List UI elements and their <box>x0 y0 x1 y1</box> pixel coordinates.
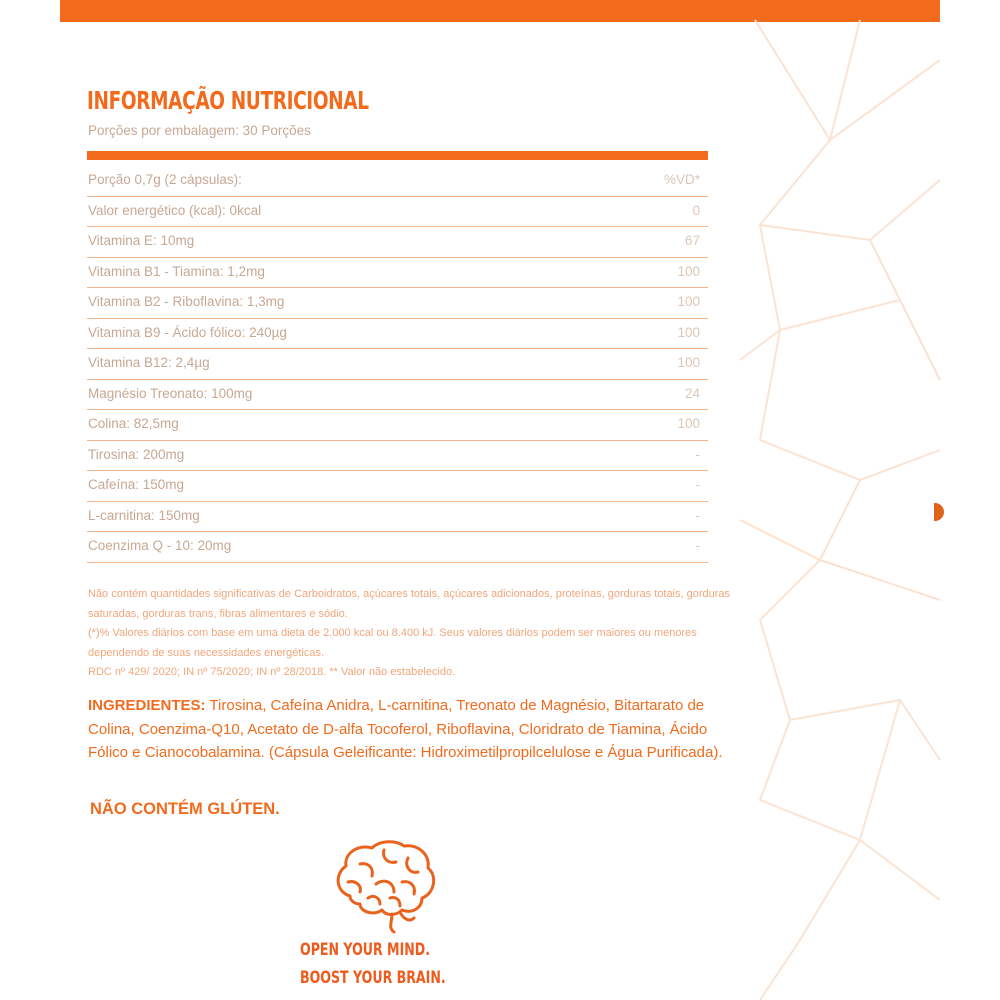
servings-per-package: Porções por embalagem: 30 Porções <box>88 123 311 138</box>
table-row <box>87 349 708 380</box>
header-rule <box>87 151 708 160</box>
nutrient-label: Vitamina E: 10mg <box>88 233 195 248</box>
daily-value: 0 <box>692 202 700 218</box>
daily-value: 24 <box>684 385 700 401</box>
table-row <box>87 288 708 319</box>
daily-value: - <box>695 446 700 462</box>
daily-value: - <box>695 538 700 553</box>
nutrient-label: Vitamina B12: 2,4µg <box>88 355 210 370</box>
panel-title: INFORMAÇÃO NUTRICIONAL <box>87 86 369 115</box>
ingredients-text: Tirosina, Cafeína Anidra, L-carnitina, Treonato de Magnésio, Bitartarato de Colina, Coenzima-Q10, Acetato de D-alfa Tocoferol, Riboflavina, Cloridrato de Tiamina, Ácido Fólico e Cianocobalamina. (Cápsula Geleificante: Hidroximetilpropilcelulose e Água Purificada). <box>88 697 723 761</box>
daily-value: 100 <box>677 416 700 431</box>
nutrient-label: Tirosina: 200mg <box>88 446 185 462</box>
top-accent-bar <box>60 0 940 22</box>
footnote-insignificant: Não contém quantidades significativas de Carboidratos, açúcares totais, açúcares adicionados, proteínas, gorduras totais, gorduras saturadas, gorduras trans, fibras alimentares e sódio. <box>88 588 731 620</box>
daily-value: 100 <box>677 263 700 279</box>
brain-icon <box>330 836 440 936</box>
slogan-line-2: BOOST YOUR BRAIN. <box>300 968 446 988</box>
daily-value: 100 <box>677 294 700 309</box>
nutrient-label: Vitamina B9 - Ácido fólico: 240µg <box>88 324 287 340</box>
footnote-regulations: RDC nº 429/ 2020; IN nº 75/2020; IN nº 28/2018. ** Valor não estabelecido. <box>88 666 456 678</box>
slogan <box>300 936 470 992</box>
table-row <box>87 319 708 350</box>
nutrient-label: Colina: 82,5mg <box>88 416 179 431</box>
edge-marker <box>934 503 944 521</box>
ingredients-block <box>88 694 748 765</box>
gluten-notice: NÃO CONTÉM GLÚTEN. <box>90 800 280 818</box>
table-row <box>87 532 708 563</box>
nutrient-label: L-carnitina: 150mg <box>88 507 200 523</box>
nutrient-label: Cafeína: 150mg <box>88 477 185 492</box>
nutrient-label: Vitamina B2 - Riboflavina: 1,3mg <box>88 294 285 309</box>
table-row <box>87 410 708 441</box>
daily-value: 100 <box>677 324 700 340</box>
table-footnotes <box>88 585 738 683</box>
serving-size-label: Porção 0,7g (2 cápsulas): <box>88 172 242 187</box>
ingredients-label: INGREDIENTES: <box>88 697 206 714</box>
daily-value-header: %VD* <box>663 172 700 187</box>
table-row <box>87 227 708 258</box>
table-row <box>87 258 708 289</box>
table-row <box>87 471 708 502</box>
slogan-line-1: OPEN YOUR MIND. <box>300 940 431 960</box>
nutrient-label: Magnésio Treonato: 100mg <box>88 385 253 401</box>
daily-value: - <box>695 507 700 523</box>
table-row <box>87 380 708 411</box>
nutrition-table <box>87 166 708 563</box>
table-row <box>87 197 708 228</box>
daily-value: 100 <box>677 355 700 370</box>
nutrient-label: Coenzima Q - 10: 20mg <box>88 538 232 553</box>
table-header-row <box>87 166 708 197</box>
table-row <box>87 502 708 533</box>
daily-value: - <box>695 477 700 492</box>
table-row <box>87 441 708 472</box>
footnote-daily-values: (*)% Valores diários com base em uma dieta de 2.000 kcal ou 8.400 kJ. Seus valores diários podem ser maiores ou menores dependendo de suas necessidades energéticas. <box>88 627 697 659</box>
daily-value: 67 <box>684 233 700 248</box>
nutrient-label: Vitamina B1 - Tiamina: 1,2mg <box>88 263 265 279</box>
nutrient-label: Valor energético (kcal): 0kcal <box>88 202 262 218</box>
